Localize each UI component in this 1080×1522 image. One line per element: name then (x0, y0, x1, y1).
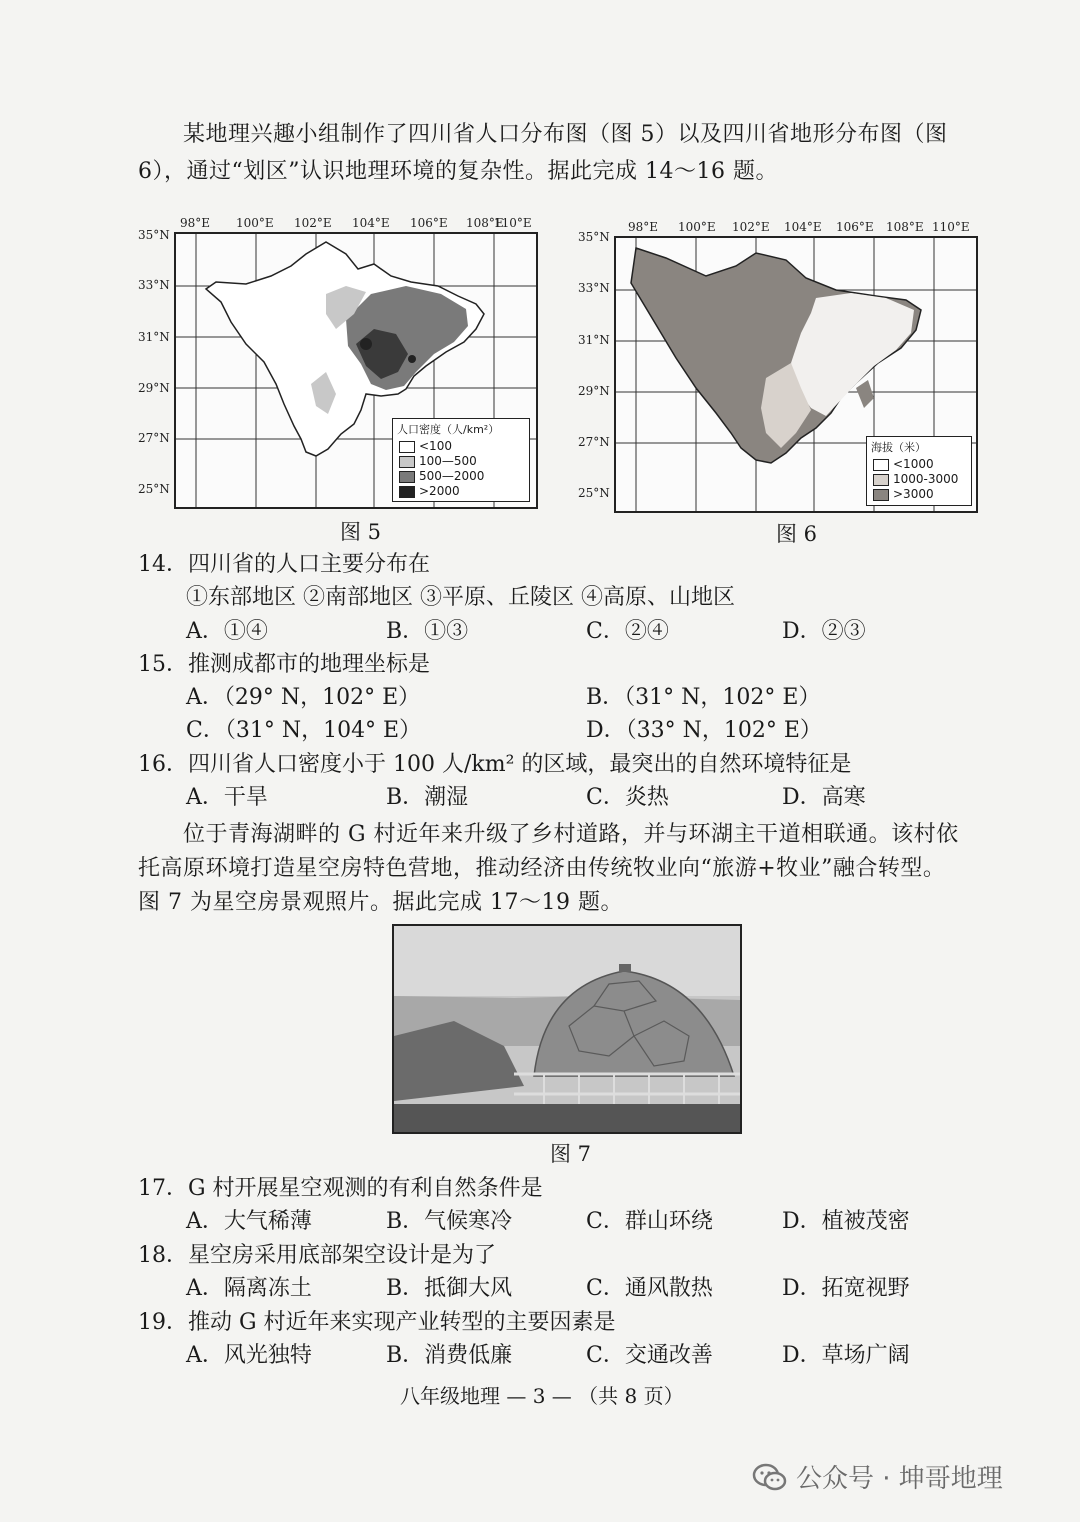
q19-stem: 19．推动 G 村近年来实现产业转型的主要因素是 (138, 1310, 616, 1335)
star-room-photo (394, 926, 740, 1132)
intro1-line1: 某地理兴趣小组制作了四川省人口分布图（图 5）以及四川省地形分布图（图 (183, 122, 948, 147)
fig6-lat-25: 25°N (578, 486, 610, 500)
fig5-lat-25: 25°N (138, 482, 170, 496)
q18-option-c: C．通风散热 (586, 1276, 713, 1301)
fig5-legend-item: 500—2000 (393, 469, 529, 484)
q16-option-d: D．高寒 (782, 785, 866, 810)
fig5-lat-27: 27°N (138, 431, 170, 445)
fig6-legend-item: >3000 (867, 487, 971, 502)
fig6-lon-110: 110°E (932, 220, 970, 234)
q18-option-b: B．抵御大风 (386, 1276, 513, 1301)
q14-sub: ①东部地区 ②南部地区 ③平原、丘陵区 ④高原、山地区 (186, 585, 735, 610)
intro2-line2: 托高原环境打造星空房特色营地，推动经济由传统牧业向“旅游+牧业”融合转型。 (138, 856, 946, 881)
fig5-lon-108: 108°E (466, 216, 504, 230)
fig5-lon-102: 102°E (294, 216, 332, 230)
q14-option-d: D．②③ (782, 619, 866, 644)
q16-option-a: A．干旱 (186, 785, 268, 810)
fig5-lat-31: 31°N (138, 330, 170, 344)
q17-stem: 17．G 村开展星空观测的有利自然条件是 (138, 1176, 543, 1201)
fig7-caption: 图 7 (550, 1142, 592, 1166)
q18-option-a: A．隔离冻土 (186, 1276, 312, 1301)
q19-option-d: D．草场广阔 (782, 1343, 910, 1368)
q19-option-b: B．消费低廉 (386, 1343, 513, 1368)
fig6-lon-98: 98°E (628, 220, 659, 234)
fig6-lon-100: 100°E (678, 220, 716, 234)
wechat-icon (752, 1462, 788, 1492)
watermark (752, 1458, 1003, 1495)
fig6-legend-title: 海拔（米） (871, 441, 926, 454)
fig7-photo (392, 924, 742, 1134)
fig6-lon-102: 102°E (732, 220, 770, 234)
fig6-lat-35: 35°N (578, 230, 610, 244)
fig6-lon-104: 104°E (784, 220, 822, 234)
q15-option-b: B．（31° N，102° E） (586, 685, 821, 710)
fig6-caption: 图 6 (776, 522, 818, 546)
fig6-lat-27: 27°N (578, 435, 610, 449)
q18-option-d: D．拓宽视野 (782, 1276, 910, 1301)
q19-option-a: A．风光独特 (186, 1343, 312, 1368)
q18-stem: 18．星空房采用底部架空设计是为了 (138, 1243, 496, 1268)
q17-option-b: B．气候寒冷 (386, 1209, 513, 1234)
fig6-lon-108: 108°E (886, 220, 924, 234)
fig5-lon-100: 100°E (236, 216, 274, 230)
fig5-legend (392, 418, 530, 502)
fig5-lat-29: 29°N (138, 381, 170, 395)
fig6-lon-106: 106°E (836, 220, 874, 234)
q16-stem: 16．四川省人口密度小于 100 人/km² 的区域，最突出的自然环境特征是 (138, 752, 852, 777)
intro1-line2: 6），通过“划区”认识地理环境的复杂性。据此完成 14～16 题。 (138, 159, 778, 184)
fig5-lat-33: 33°N (138, 278, 170, 292)
q16-option-b: B．潮湿 (386, 785, 469, 810)
intro2-line3: 图 7 为星空房景观照片。据此完成 17～19 题。 (138, 890, 623, 915)
fig6-lat-31: 31°N (578, 333, 610, 347)
q15-option-c: C．（31° N，104° E） (186, 718, 422, 743)
q16-option-c: C．炎热 (586, 785, 669, 810)
fig5-legend-item: 100—500 (393, 454, 529, 469)
fig5-lon-110: 110°E (494, 216, 532, 230)
fig6-lat-33: 33°N (578, 281, 610, 295)
fig6-legend (866, 436, 972, 506)
fig5-caption: 图 5 (340, 520, 382, 544)
fig5-lon-98: 98°E (180, 216, 211, 230)
q17-option-d: D．植被茂密 (782, 1209, 910, 1234)
fig5-legend-item: >2000 (393, 484, 529, 499)
fig5-legend-title: 人口密度（人/km²） (397, 423, 500, 436)
q14-option-c: C．②④ (586, 619, 669, 644)
q15-option-a: A．（29° N，102° E） (186, 685, 421, 710)
fig5-lat-35: 35°N (138, 228, 170, 242)
watermark-text: 公众号 · 坤哥地理 (796, 1464, 1003, 1494)
q19-option-c: C．交通改善 (586, 1343, 713, 1368)
fig6-legend-item: 1000-3000 (867, 472, 971, 487)
fig5-lon-106: 106°E (410, 216, 448, 230)
fig6-lat-29: 29°N (578, 384, 610, 398)
q17-option-c: C．群山环绕 (586, 1209, 713, 1234)
q14-option-b: B．①③ (386, 619, 469, 644)
fig5-legend-item: <100 (393, 439, 529, 454)
fig5-lon-104: 104°E (352, 216, 390, 230)
q14-stem: 14．四川省的人口主要分布在 (138, 552, 430, 577)
q15-option-d: D．（33° N，102° E） (586, 718, 822, 743)
intro2-line1: 位于青海湖畔的 G 村近年来升级了乡村道路，并与环湖主干道相联通。该村依 (183, 822, 959, 847)
q15-stem: 15．推测成都市的地理坐标是 (138, 652, 430, 677)
fig6-legend-item: <1000 (867, 457, 971, 472)
page-footer: 八年级地理 — 3 — （共 8 页） (400, 1384, 684, 1408)
q17-option-a: A．大气稀薄 (186, 1209, 312, 1234)
q14-option-a: A．①④ (186, 619, 268, 644)
